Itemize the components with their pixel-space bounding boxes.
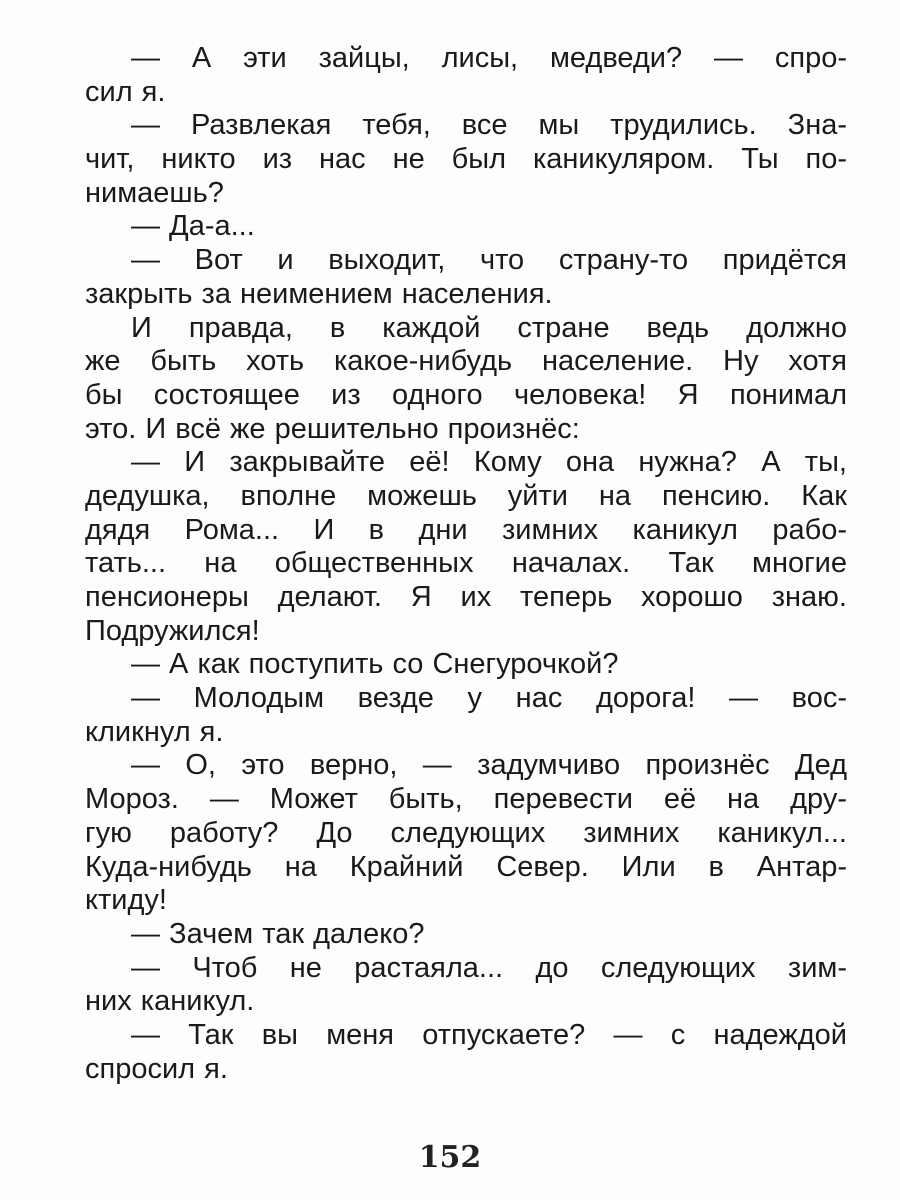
text-line: Куда-нибудь на Крайний Север. Или в Антар- xyxy=(85,850,847,883)
paragraph xyxy=(85,648,847,682)
paragraph xyxy=(85,952,847,1019)
text-line: пенсионеры делают. Я их теперь хорошо знаю. xyxy=(85,581,847,613)
paragraph xyxy=(85,446,847,648)
text-line: — А как поступить со Снегурочкой? xyxy=(131,648,619,681)
paragraph xyxy=(85,1019,847,1086)
page-body-text xyxy=(85,42,847,1086)
text-line: — Развлекая тебя, все мы трудились. Зна- xyxy=(131,109,847,142)
text-line: закрыть за неимением населения. xyxy=(85,277,553,310)
text-line: Мороз. — Может быть, перевести её на дру- xyxy=(85,783,847,816)
text-line: тать... на общественных началах. Так многие xyxy=(85,547,847,580)
text-line: И правда, в каждой стране ведь должно xyxy=(131,311,847,344)
text-line: же быть хоть какое-нибудь население. Ну хотя xyxy=(85,345,847,378)
paragraph xyxy=(85,42,847,109)
text-line: — О, это верно, — задумчиво произнёс Дед xyxy=(131,749,847,782)
paragraph xyxy=(85,312,847,447)
paragraph xyxy=(85,749,847,917)
text-line: спросил я. xyxy=(85,1052,228,1085)
text-line: — А эти зайцы, лисы, медведи? — спро- xyxy=(131,42,847,74)
paragraph xyxy=(85,918,847,952)
text-line: Подружился! xyxy=(85,614,260,647)
paragraph xyxy=(85,244,847,311)
text-line: — Молодым везде у нас дорога! — вос- xyxy=(131,682,847,715)
text-line: чит, никто из нас не был каникуляром. Ты по- xyxy=(85,143,847,176)
text-line: них каникул. xyxy=(85,985,255,1018)
text-line: бы состоящее из одного человека! Я понимал xyxy=(85,378,847,411)
text-line: дедушка, вполне можешь уйти на пенсию. Как xyxy=(85,479,847,512)
text-line: — И закрывайте её! Кому она нужна? А ты, xyxy=(131,446,847,479)
paragraph xyxy=(85,109,847,210)
paragraph xyxy=(85,210,847,244)
text-line: — Зачем так далеко? xyxy=(131,917,425,950)
text-line: это. И всё же решительно произнёс: xyxy=(85,412,580,445)
text-line: — Вот и выходит, что страну-то придётся xyxy=(131,244,847,277)
text-line: сил я. xyxy=(85,75,166,108)
paragraph xyxy=(85,682,847,749)
page-number: 152 xyxy=(418,1140,482,1175)
text-line: ктиду! xyxy=(85,884,167,917)
text-line: нимаешь? xyxy=(85,176,224,209)
text-line: кликнул я. xyxy=(85,715,224,748)
text-line: — Так вы меня отпускаете? — с надеждой xyxy=(131,1018,847,1051)
text-line: — Да-а... xyxy=(131,210,255,243)
text-line: дядя Рома... И в дни зимних каникул рабо- xyxy=(85,513,847,546)
text-line: гую работу? До следующих зимних каникул... xyxy=(85,816,847,849)
text-line: — Чтоб не растаяла... до следующих зим- xyxy=(131,951,847,984)
